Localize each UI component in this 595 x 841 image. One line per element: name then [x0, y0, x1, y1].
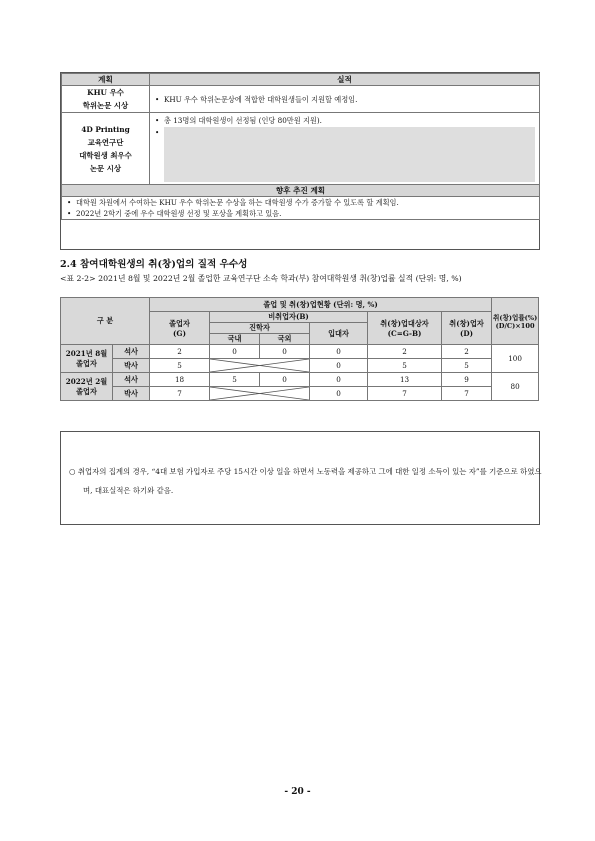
note-box	[60, 431, 540, 525]
header-non-employed: 비취업자(B)	[210, 312, 368, 323]
group-label: 2022년 2월 졸업자	[61, 373, 113, 401]
cell-graduates: 18	[150, 373, 210, 387]
cell-graduates: 5	[150, 359, 210, 373]
circle-bullet-icon: ○	[69, 467, 76, 476]
table-row	[61, 345, 539, 359]
cell-enlisted: 0	[310, 359, 368, 373]
degree-cell: 석사	[113, 345, 150, 359]
header-domestic: 국내	[210, 334, 260, 345]
cell-target: 2	[368, 345, 442, 359]
cell-employed: 9	[442, 373, 492, 387]
table-row	[62, 86, 540, 113]
table-caption: <표 2-2> 2021년 8월 및 2022년 2월 졸업한 교육연구단 소속 학과(부) 참여대학원생 취(창)업률 실적 (단위: 명, %)	[60, 274, 462, 283]
row-result-4d-printing-award	[150, 113, 540, 185]
cell-enlisted: 0	[310, 373, 368, 387]
cell-crossed-out	[210, 359, 310, 373]
header-group: 구 분	[61, 298, 150, 345]
header-rate: 취(창)업률(%) (D/C)×100	[492, 298, 539, 345]
table-row	[61, 373, 539, 387]
table-row	[61, 387, 539, 401]
list-item: • 대학원 차원에서 수여하는 KHU 우수 학위논문 수상을 하는 대학원생 수가 증가할 수 있도록 할 계획임.	[76, 197, 535, 208]
cell-abroad: 0	[260, 373, 310, 387]
section-title: 2.4 참여대학원생의 취(창)업의 질적 우수성	[60, 259, 248, 270]
row-label-khu-award: KHU 우수 학위논문 시상	[62, 86, 150, 113]
header-result: 실적	[150, 74, 540, 86]
header-abroad: 국외	[260, 334, 310, 345]
note-text: ○ 취업자의 집계의 경우, “4대 보험 가입자로 주당 15시간 이상 일을 하면서 노동력을 제공하고 그에 대한 일정 소득이 있는 자”를 기준으로 하였으며, 대표실적은 하기와 같음.	[69, 467, 542, 495]
group-label: 2021년 8월 졸업자	[61, 345, 113, 373]
table-row	[62, 113, 540, 185]
header-status: 졸업 및 취(창)업현황 (단위: 명, %)	[150, 298, 492, 312]
cell-employed: 7	[442, 387, 492, 401]
cell-domestic: 0	[210, 345, 260, 359]
row-label-4d-printing-award: 4D Printing 교육연구단 대학원생 최우수 논문 시상	[62, 113, 150, 185]
cell-rate: 80	[492, 373, 539, 401]
degree-cell: 석사	[113, 373, 150, 387]
cell-enlisted: 0	[310, 345, 368, 359]
cell-rate: 100	[492, 345, 539, 373]
performance-table	[61, 73, 540, 220]
cell-target: 13	[368, 373, 442, 387]
row-result-khu-award	[150, 86, 540, 113]
list-item-image	[164, 127, 535, 182]
list-item: • KHU 우수 학위논문상에 적합한 대학원생들이 지원할 예정임.	[164, 94, 535, 105]
cell-employed: 2	[442, 345, 492, 359]
cell-target: 5	[368, 359, 442, 373]
future-plan-header: 향후 추진 계획	[62, 185, 540, 197]
list-item: • 2022년 2학기 중에 우수 대학원생 선정 및 포상을 계획하고 있음.	[76, 208, 535, 219]
cell-abroad: 0	[260, 345, 310, 359]
employment-table	[60, 297, 539, 401]
cell-graduates: 7	[150, 387, 210, 401]
header-enlisted: 입대자	[310, 323, 368, 345]
future-plan-body	[62, 197, 540, 220]
table-row	[61, 359, 539, 373]
cell-domestic: 5	[210, 373, 260, 387]
cell-employed: 5	[442, 359, 492, 373]
cell-enlisted: 0	[310, 387, 368, 401]
header-plan: 계획	[62, 74, 150, 86]
header-advance: 진학자	[210, 323, 310, 334]
page-number: - 20 -	[284, 787, 311, 797]
header-employed: 취(창)업자 (D)	[442, 312, 492, 345]
degree-cell: 박사	[113, 359, 150, 373]
cell-target: 7	[368, 387, 442, 401]
performance-box	[60, 72, 540, 250]
header-graduates: 졸업자 (G)	[150, 312, 210, 345]
cell-crossed-out	[210, 387, 310, 401]
cell-graduates: 2	[150, 345, 210, 359]
redacted-image-placeholder	[164, 127, 535, 182]
degree-cell: 박사	[113, 387, 150, 401]
list-item: • 총 13명의 대학원생이 선정됨 (인당 80만원 지원).	[164, 115, 535, 126]
header-target: 취(창)업대상자 (C=G-B)	[368, 312, 442, 345]
